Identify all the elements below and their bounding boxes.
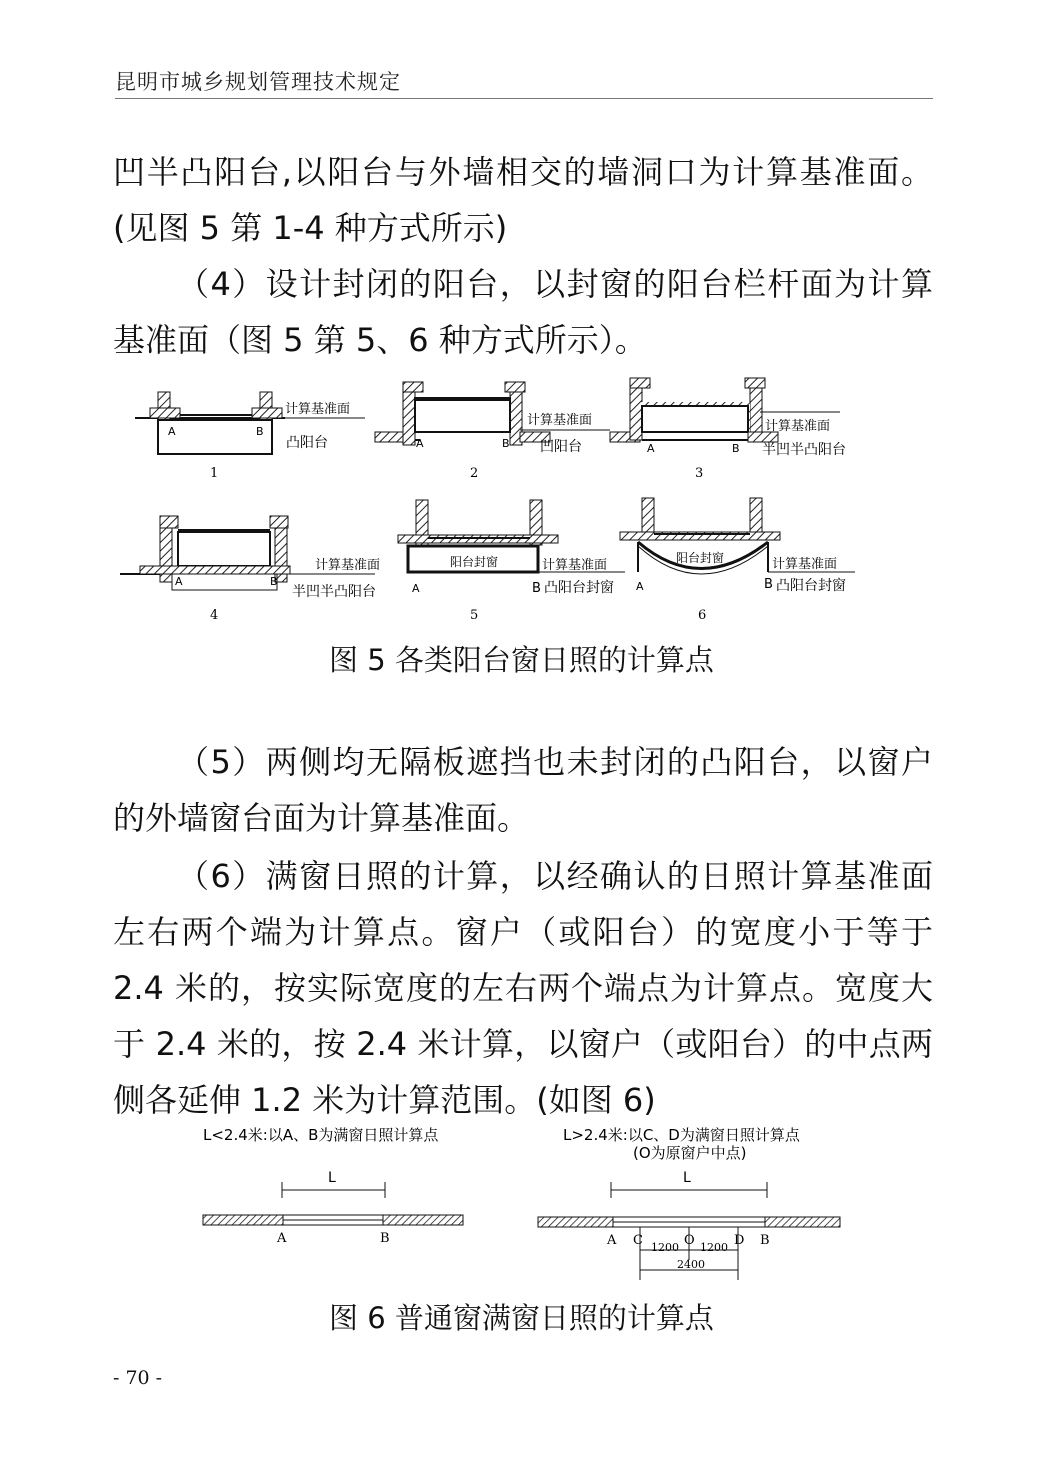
panel-type-label: 半凹半凸阳台 [762, 442, 846, 458]
datum-label: 计算基准面 [285, 402, 351, 417]
half-dimension: 1200 [651, 1241, 679, 1254]
panel-type-label: 凸阳台封窗 [544, 580, 614, 596]
paragraph-3: （5）两侧均无隔板遮挡也未封闭的凸阳台，以窗户的外墙窗台面为计算基准面。 [113, 743, 933, 837]
datum-label: 计算基准面 [527, 413, 593, 428]
point-a: A [607, 1233, 617, 1248]
point-a: A [416, 437, 424, 450]
point-a: A [277, 1231, 287, 1246]
point-a: A [636, 580, 644, 593]
point-c: C [633, 1233, 643, 1248]
datum-label: 计算基准面 [542, 558, 608, 573]
panel-4 [120, 516, 380, 623]
point-b: B [380, 1231, 390, 1246]
length-label: L [683, 1170, 691, 1186]
point-a: A [175, 575, 183, 588]
right-title-line2: (O为原窗户中点) [633, 1144, 747, 1162]
panel-number: 2 [470, 466, 479, 481]
panel-1 [135, 392, 365, 481]
point-b: B [270, 575, 278, 588]
figure-5-balcony-diagram [120, 370, 880, 630]
datum-label: 计算基准面 [315, 558, 381, 573]
point-d: D [734, 1233, 745, 1248]
datum-label: 计算基准面 [772, 557, 838, 572]
window-label: 阳台封窗 [676, 551, 725, 565]
page-number: - 70 - [113, 1367, 163, 1389]
panel-number: 1 [210, 466, 219, 481]
window-label: 阳台封窗 [450, 555, 499, 569]
full-dimension: 2400 [677, 1258, 705, 1271]
datum-label: 计算基准面 [765, 419, 831, 434]
point-a: A [412, 582, 420, 595]
panel-3 [610, 378, 846, 481]
paragraph-2: （4）设计封闭的阳台，以封窗的阳台栏杆面为计算基准面（图 5 第 5、6 种方式所示）。 [113, 265, 933, 359]
figure-6-window-diagram [195, 1120, 855, 1290]
panel-number: 4 [210, 608, 219, 623]
half-dimension: 1200 [700, 1241, 728, 1254]
panel-type-label: B [532, 581, 541, 596]
right-title-line1: L>2.4米:以C、D为满窗日照计算点 [563, 1126, 800, 1144]
left-title: L<2.4米:以A、B为满窗日照计算点 [203, 1126, 439, 1144]
panel-6 [620, 498, 855, 623]
panel-type-label: 凸阳台 [286, 435, 328, 451]
panel-5 [398, 500, 625, 623]
point-a: A [168, 425, 176, 438]
point-a: A [647, 442, 655, 455]
point-b: B [760, 1233, 770, 1248]
panel-type-label: 凹阳台 [540, 439, 582, 455]
panel-number: 5 [470, 608, 479, 623]
point-b: B [732, 442, 740, 455]
point-b: B [502, 437, 510, 450]
paragraph-4: （6）满窗日照的计算，以经确认的日照计算基准面左右两个端为计算点。窗户（或阳台）的宽度小于等于 2.4 米的，按实际宽度的左右两个端点为计算点。宽度大于 2.4 米的，按 2.4 米计算，以窗户（或阳台）的中点两侧各延伸 1.2 米为计算范围。(如图 6) [113, 857, 933, 1119]
paragraph-1: 凹半凸阳台,以阳台与外墙相交的墙洞口为计算基准面。(见图 5 第 1-4 种方式所示) [113, 153, 933, 247]
panel-number: 6 [698, 608, 707, 623]
figure-5-caption: 图 5 各类阳台窗日照的计算点 [329, 643, 714, 677]
point-o: O [684, 1233, 695, 1248]
figure-6-caption: 图 6 普通窗满窗日照的计算点 [329, 1301, 714, 1335]
panel-type-label: 半凹半凸阳台 [292, 584, 376, 600]
panel-2 [375, 382, 610, 481]
length-label: L [328, 1170, 336, 1186]
window-short-case [203, 1126, 463, 1246]
panel-type-label: 凸阳台封窗 [776, 578, 846, 594]
point-b: B [256, 425, 264, 438]
header-rule [115, 98, 933, 99]
panel-number: 3 [695, 466, 704, 481]
panel-type-label: B [764, 577, 773, 592]
document-header: 昆明市城乡规划管理技术规定 [115, 70, 401, 94]
window-long-case [538, 1126, 840, 1280]
